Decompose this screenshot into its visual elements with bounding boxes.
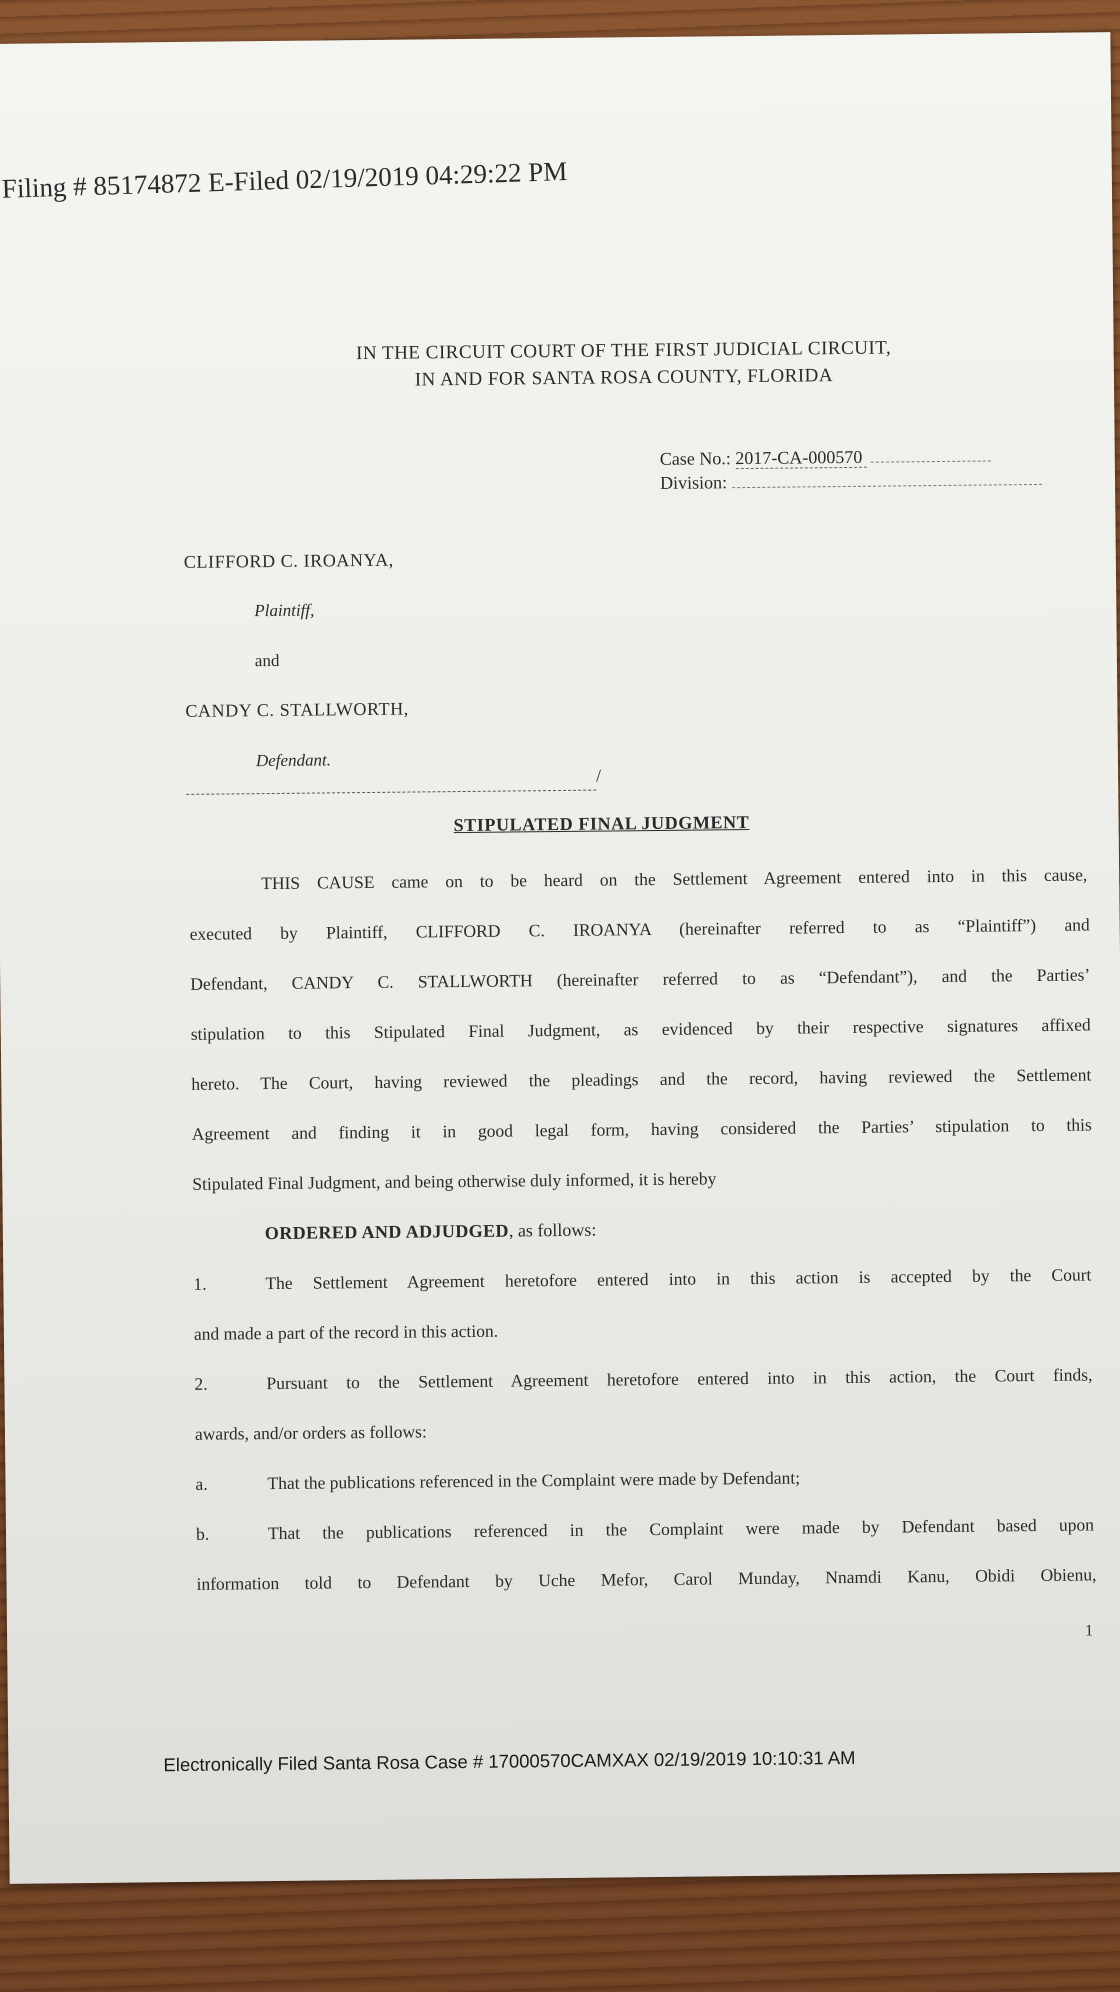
- desk-surface-bottom: [0, 1868, 1120, 1992]
- item-2-line-1: Pursuant to the Settlement Agreement heretofore entered into in this action, the Court finds,: [266, 1364, 1093, 1394]
- item-2-line-2: awards, and/or orders as follows:: [194, 1421, 427, 1444]
- division: [660, 469, 1042, 494]
- court-caption: [304, 334, 945, 395]
- defendant-name: CANDY C. STALLWORTH,: [185, 698, 409, 721]
- caption-slash: /: [595, 765, 602, 786]
- filing-stamp: Filing # 85174872 E-Filed 02/19/2019 04:29:22 PM: [1, 156, 568, 204]
- para1-line-2: executed by Plaintiff, CLIFFORD C. IROANYA (hereinafter referred to as “Plaintiff”) and: [189, 914, 1090, 944]
- para1-line-3: Defendant, CANDY C. STALLWORTH (hereinafter referred to as “Defendant”), and the Parties’: [190, 964, 1091, 994]
- item-b-letter: b.: [195, 1523, 210, 1544]
- case-number-value: 2017-CA-000570: [735, 447, 866, 469]
- defendant-role: Defendant.: [255, 750, 332, 771]
- division-label: Division:: [659, 472, 728, 493]
- caption-divider: [186, 790, 596, 795]
- ordered-clause: [265, 1220, 597, 1244]
- caption-and: and: [254, 650, 280, 671]
- item-a-letter: a.: [195, 1473, 208, 1494]
- case-number: [660, 445, 991, 469]
- item-b-line-2: information told to Defendant by Uche Mefor, Carol Munday, Nnamdi Kanu, Obidi Obienu,: [196, 1564, 1097, 1594]
- para1-line-6: Agreement and finding it in good legal form, having considered the Parties’ stipulation to this: [191, 1114, 1092, 1144]
- ordered-bold: ORDERED AND ADJUDGED: [264, 1220, 509, 1244]
- plaintiff-name: CLIFFORD C. IROANYA,: [183, 549, 394, 572]
- division-rule: [732, 484, 1042, 488]
- item-1-line-1: The Settlement Agreement heretofore entered into in this action is accepted by the Court: [265, 1264, 1092, 1294]
- item-1-line-2: and made a part of the record in this action.: [193, 1320, 499, 1344]
- court-line-2: IN AND FOR SANTA ROSA COUNTY, FLORIDA: [414, 365, 834, 391]
- item-1-number: 1.: [193, 1273, 207, 1294]
- case-number-rule: [871, 460, 991, 462]
- para1-line-1: THIS CAUSE came on to be heard on the Settlement Agreement entered into in this cause,: [261, 864, 1088, 894]
- ordered-rest: , as follows:: [508, 1219, 597, 1241]
- item-b-line-1: That the publications referenced in the Complaint were made by Defendant based upon: [267, 1514, 1095, 1544]
- para1-line-4: stipulation to this Stipulated Final Judgment, as evidenced by their respective signatures affixed: [190, 1014, 1091, 1044]
- item-a-text: That the publications referenced in the Complaint were made by Defendant;: [267, 1467, 801, 1494]
- document-page: [0, 32, 1120, 1884]
- para1-line-7: Stipulated Final Judgment, and being otherwise duly informed, it is hereby: [192, 1168, 717, 1194]
- case-number-label: Case No.:: [659, 448, 731, 469]
- para1-line-5: hereto. The Court, having reviewed the pleadings and the record, having reviewed the Settlement: [191, 1064, 1092, 1094]
- court-line-1: IN THE CIRCUIT COURT OF THE FIRST JUDICIAL CIRCUIT,: [355, 337, 892, 365]
- document-title: STIPULATED FINAL JUDGMENT: [453, 812, 750, 836]
- plaintiff-role: Plaintiff,: [254, 600, 315, 621]
- item-2-number: 2.: [194, 1373, 208, 1394]
- electronic-filing-footer: Electronically Filed Santa Rosa Case # 17000570CAMXAX 02/19/2019 10:10:31 AM: [163, 1746, 856, 1776]
- page-number: 1: [1084, 1622, 1094, 1640]
